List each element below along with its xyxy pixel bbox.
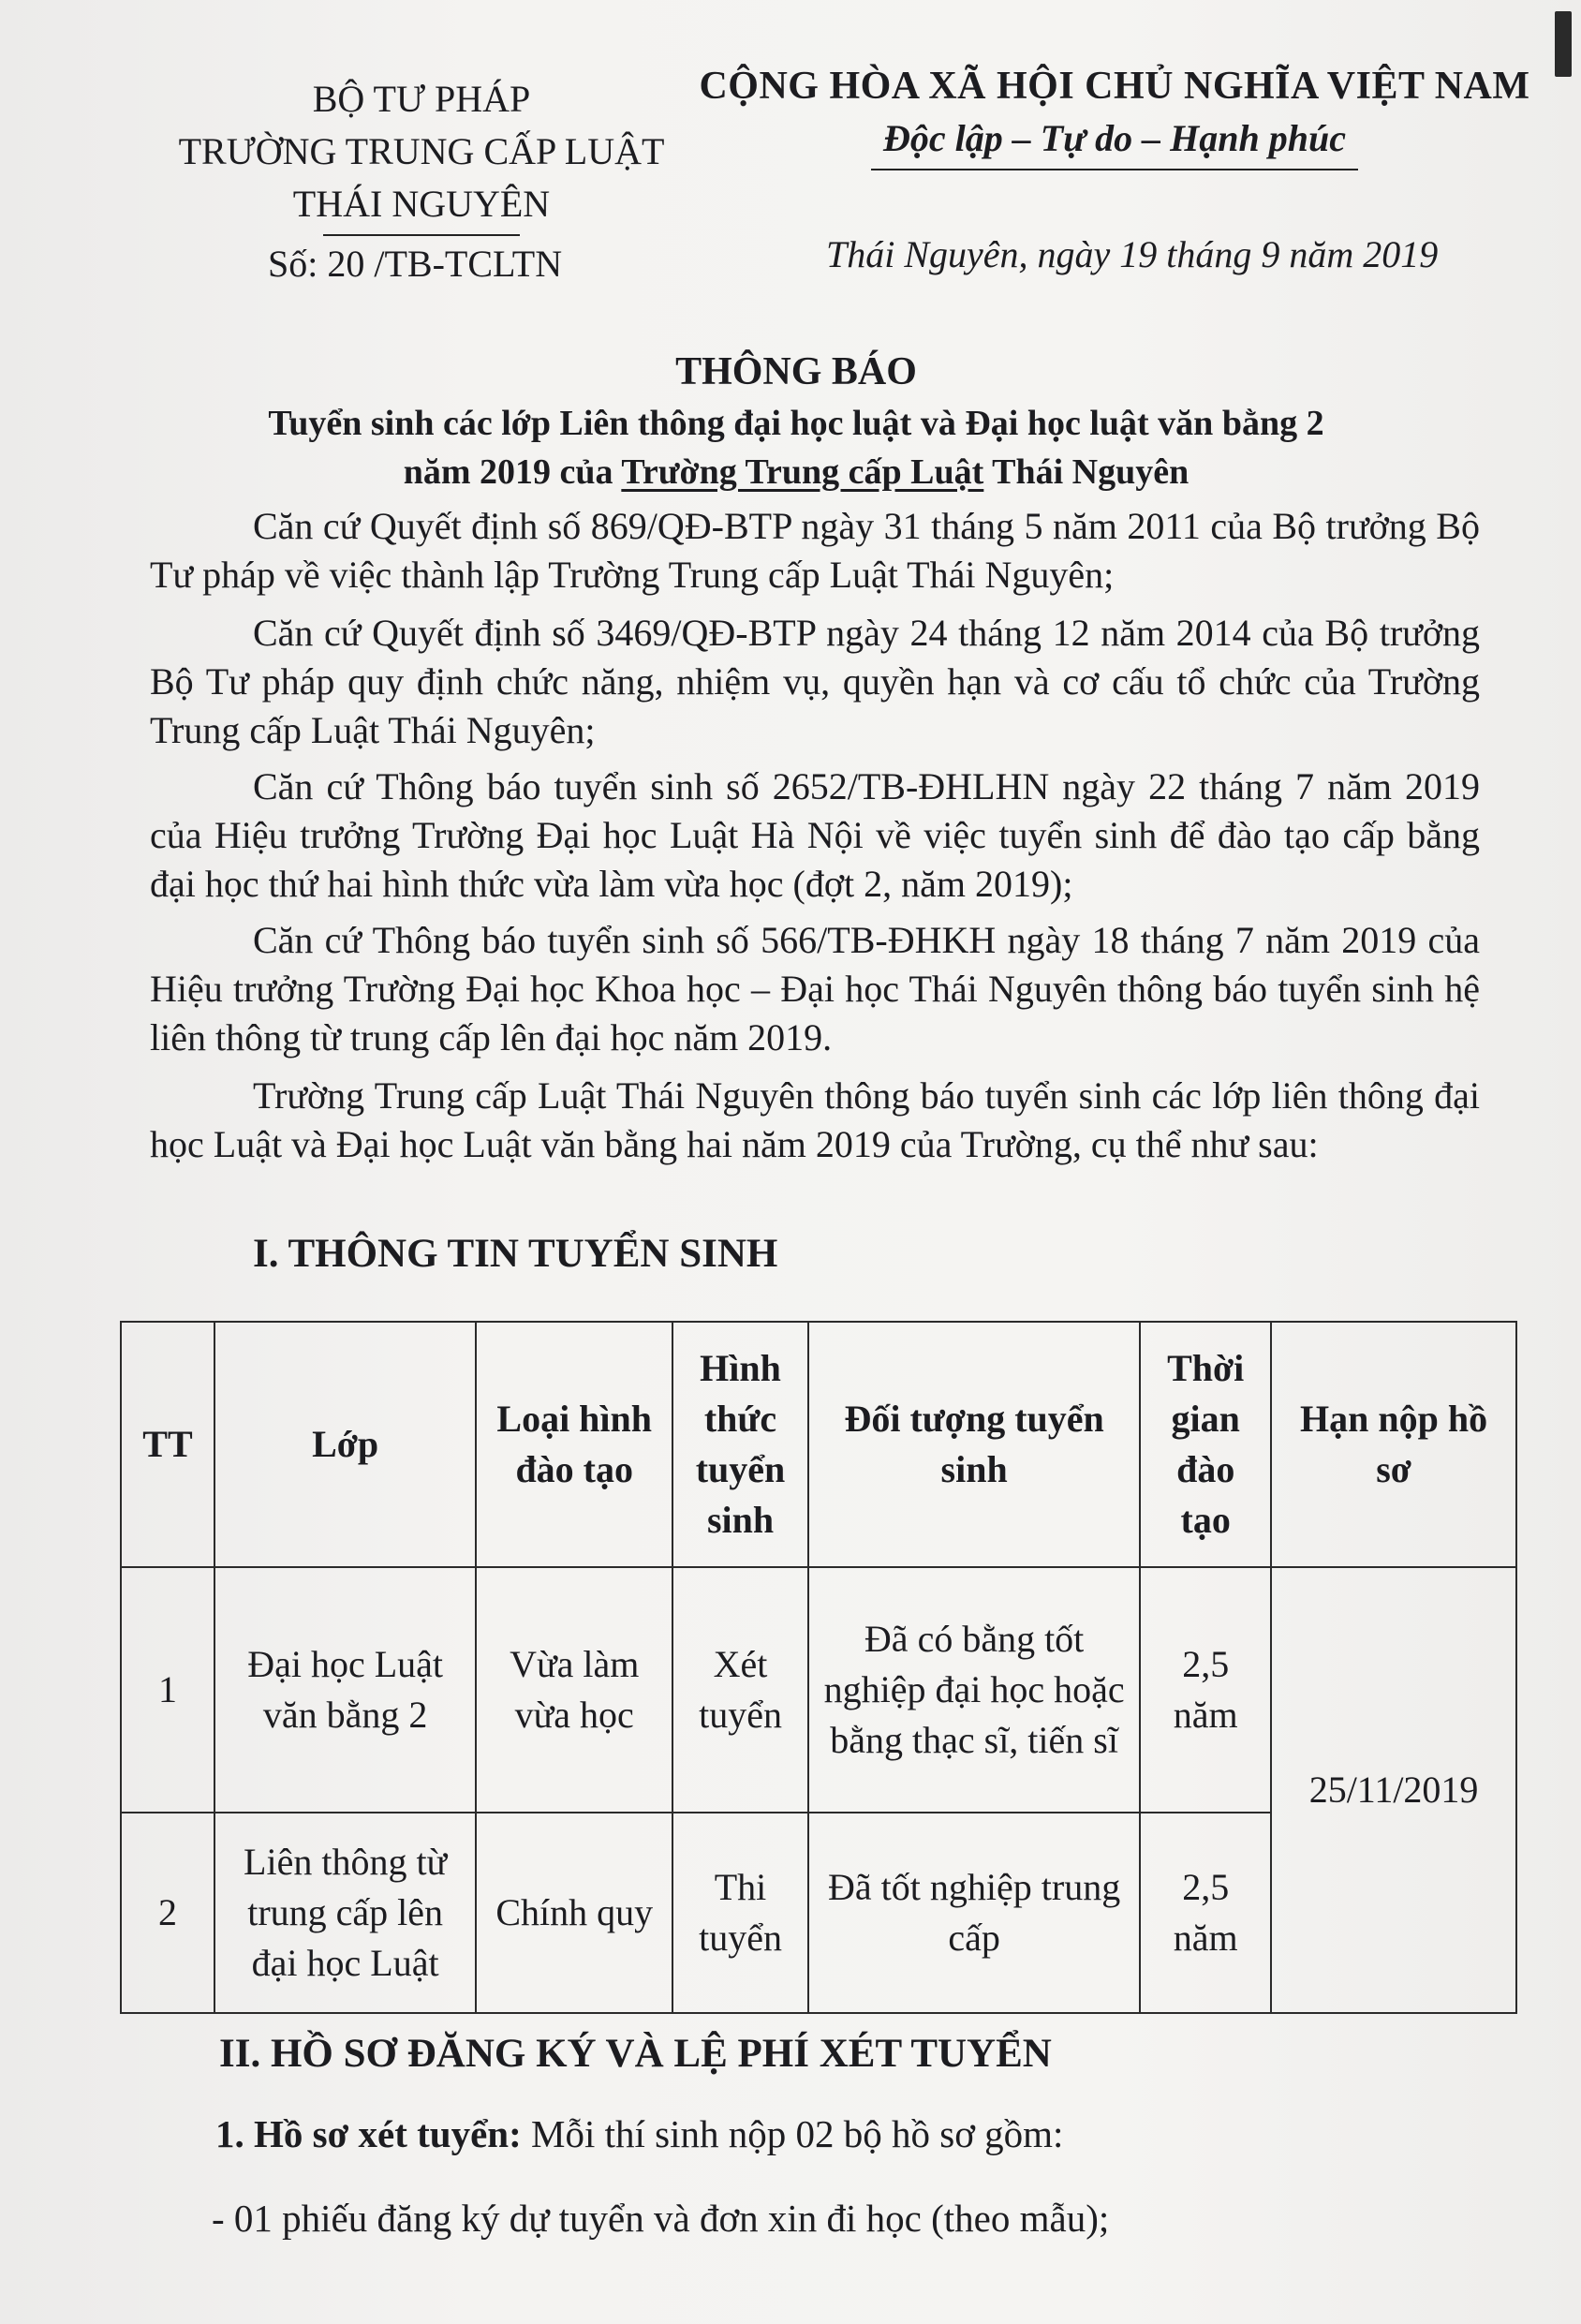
deadline-cell: 25/11/2019 [1271, 1567, 1516, 2013]
national-header [693, 60, 1536, 170]
basis-paragraph-4-text: Căn cứ Thông báo tuyển sinh số 566/TB-ĐHKH ngày 18 tháng 7 năm 2019 của Hiệu trưởng Trường Đại học Khoa học – Đại học Thái Nguyên thông báo tuyển sinh hệ liên thông từ trung cấp lên đại học năm 2019. [150, 919, 1480, 1058]
national-motto: Độc lập – Tự do – Hạnh phúc [882, 117, 1346, 159]
issuer-block [140, 73, 702, 236]
basis-paragraph-4 [150, 916, 1480, 1062]
row1-eligibility: Đã có bằng tốt nghiệp đại học hoặc bằng thạc sĩ, tiến sĩ [808, 1567, 1140, 1813]
item-1-label: 1. Hồ sơ xét tuyển: [215, 2112, 522, 2155]
announcement-paragraph [150, 1072, 1480, 1169]
row2-training-type: Chính quy [476, 1813, 672, 2013]
row1-tt: 1 [121, 1567, 214, 1813]
row2-tt: 2 [121, 1813, 214, 2013]
row1-admission-form: Xét tuyển [672, 1567, 808, 1813]
basis-paragraph-1-text: Căn cứ Quyết định số 869/QĐ-BTP ngày 31 tháng 5 năm 2011 của Bộ trưởng Bộ Tư pháp về việc thành lập Trường Trung cấp Luật Thái Nguyên; [150, 505, 1480, 596]
document-title-block [150, 345, 1442, 496]
page-edge-mark [1555, 11, 1572, 77]
place-and-date: Thái Nguyên, ngày 19 tháng 9 năm 2019 [826, 233, 1439, 275]
header-eligibility: Đối tượng tuyển sinh [808, 1322, 1140, 1567]
motto-underline [871, 169, 1358, 170]
basis-paragraph-3 [150, 762, 1480, 909]
item-1-line [215, 2111, 1063, 2156]
school-name-line1: TRƯỜNG TRUNG CẤP LUẬT [178, 130, 665, 172]
subtitle-part-c: Thái Nguyên [983, 452, 1189, 492]
row2-eligibility: Đã tốt nghiệp trung cấp [808, 1813, 1140, 2013]
header-tt: TT [121, 1322, 214, 1567]
table-row [121, 1567, 1516, 1813]
document-title: THÔNG BÁO [675, 350, 917, 393]
header-deadline: Hạn nộp hồ sơ [1271, 1322, 1516, 1567]
row2-duration: 2,5 năm [1140, 1813, 1271, 2013]
row1-class: Đại học Luật văn bằng 2 [214, 1567, 476, 1813]
row1-duration: 2,5 năm [1140, 1567, 1271, 1813]
header-class: Lớp [214, 1322, 476, 1567]
header-duration: Thời gian đào tạo [1140, 1322, 1271, 1567]
basis-paragraph-3-text: Căn cứ Thông báo tuyển sinh số 2652/TB-ĐHLHN ngày 22 tháng 7 năm 2019 của Hiệu trưởng Trường Đại học Luật Hà Nội về việc tuyển sinh để đào tạo cấp bằng đại học thứ hai hình thức vừa làm vừa học (đợt 2, năm 2019); [150, 765, 1480, 905]
basis-paragraph-1 [150, 502, 1480, 600]
section-1-heading: I. THÔNG TIN TUYỂN SINH [253, 1232, 778, 1276]
item-1-bullet-1: - 01 phiếu đăng ký dự tuyển và đơn xin đi học (theo mẫu); [212, 2197, 1110, 2240]
school-name-line2: THÁI NGUYÊN [292, 183, 551, 225]
basis-paragraph-2 [150, 609, 1480, 755]
issuer-underline [323, 234, 520, 236]
ministry-name: BỘ TƯ PHÁP [312, 78, 531, 120]
section-2-heading: II. HỒ SƠ ĐĂNG KÝ VÀ LỆ PHÍ XÉT TUYỂN [219, 2032, 1052, 2076]
row1-training-type: Vừa làm vừa học [476, 1567, 672, 1813]
table-header-row [121, 1322, 1516, 1567]
enrollment-table [120, 1321, 1517, 2014]
header-training-type: Loại hình đào tạo [476, 1322, 672, 1567]
document-number: Số: 20 /TB-TCLTN [268, 243, 563, 285]
nation-name: CỘNG HÒA XÃ HỘI CHỦ NGHĨA VIỆT NAM [699, 65, 1530, 108]
subtitle-part-a: năm 2019 của [403, 452, 622, 492]
document-subtitle-line2 [150, 448, 1442, 496]
row2-class: Liên thông từ trung cấp lên đại học Luật [214, 1813, 476, 2013]
header-admission-form: Hình thức tuyển sinh [672, 1322, 808, 1567]
document-subtitle-line1: Tuyển sinh các lớp Liên thông đại học luật và Đại học luật văn bằng 2 [268, 404, 1324, 443]
subtitle-part-b: Trường Trung cấp Luật [621, 452, 984, 492]
row2-admission-form: Thi tuyển [672, 1813, 808, 2013]
announcement-paragraph-text: Trường Trung cấp Luật Thái Nguyên thông báo tuyển sinh các lớp liên thông đại học Luật và Đại học Luật văn bằng hai năm 2019 của Trường, cụ thể như sau: [150, 1074, 1480, 1165]
item-1-text: Mỗi thí sinh nộp 02 bộ hồ sơ gồm: [521, 2112, 1064, 2155]
basis-paragraph-2-text: Căn cứ Quyết định số 3469/QĐ-BTP ngày 24 tháng 12 năm 2014 của Bộ trưởng Bộ Tư pháp quy định chức năng, nhiệm vụ, quyền hạn và cơ cấu tổ chức của Trường Trung cấp Luật Thái Nguyên; [150, 612, 1480, 751]
